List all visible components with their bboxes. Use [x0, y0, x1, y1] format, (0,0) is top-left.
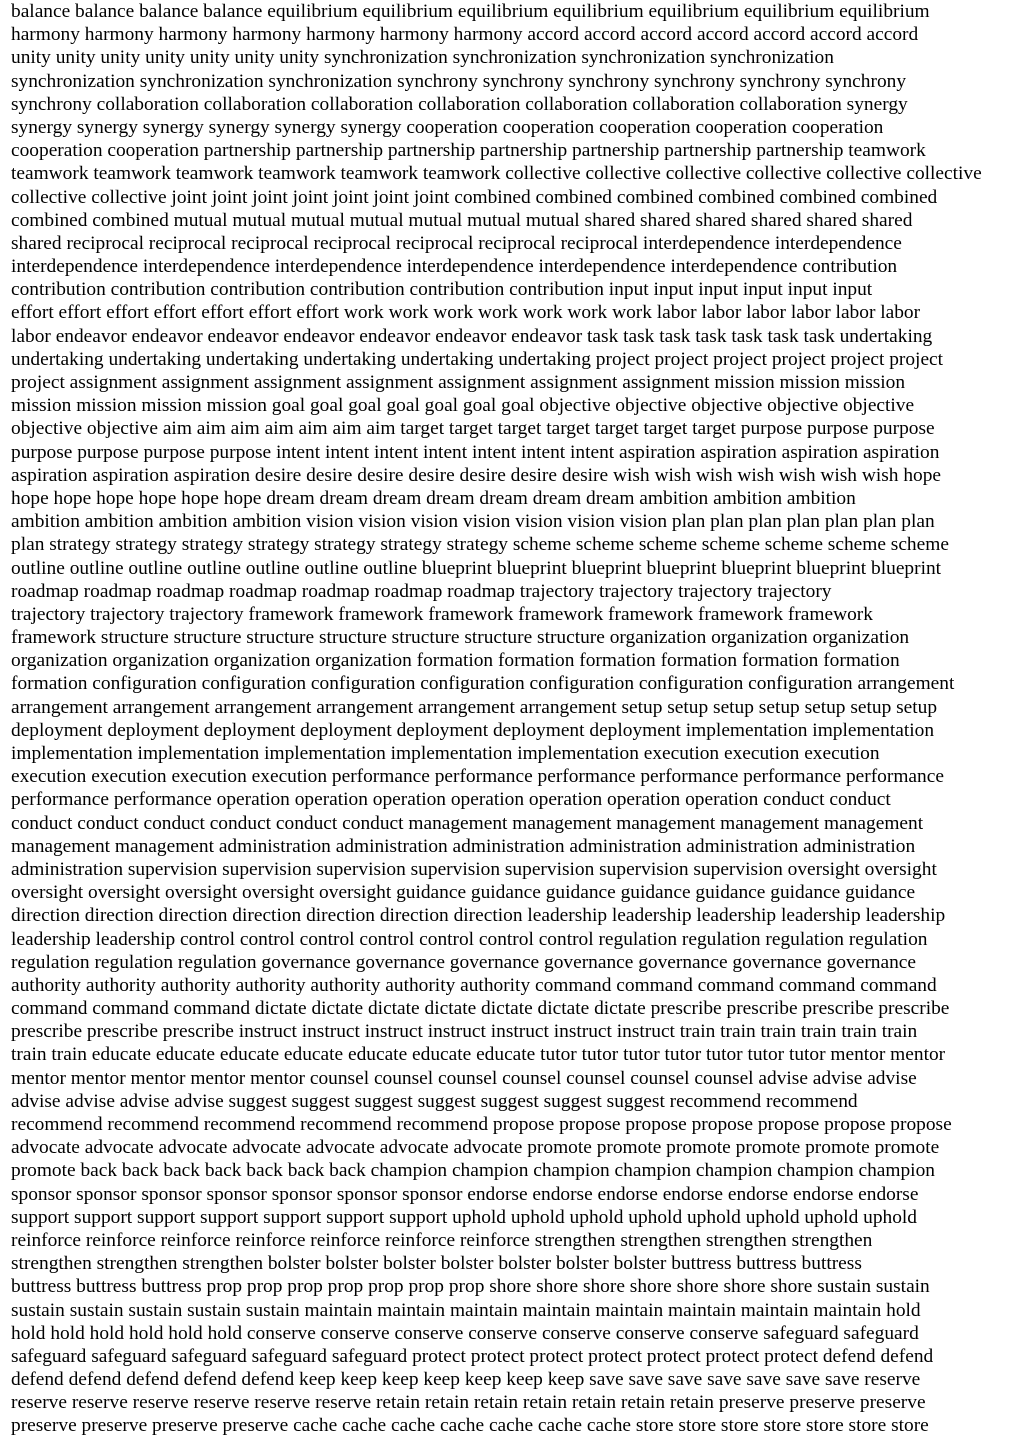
- text-line: prescribe prescribe prescribe instruct instruct instruct instruct instruct instruct instruct train train train train train train: [11, 1021, 918, 1043]
- text-line: strengthen strengthen strengthen bolster bolster bolster bolster bolster bolster bolster buttress buttress buttress: [11, 1253, 862, 1275]
- text-line: plan strategy strategy strategy strategy strategy strategy strategy scheme scheme scheme scheme scheme scheme scheme: [11, 534, 949, 556]
- text-line: buttress buttress buttress prop prop prop prop prop prop prop shore shore shore shore shore shore shore sustain sustain: [11, 1276, 930, 1298]
- text-line: synchronization synchronization synchronization synchrony synchrony synchrony synchrony synchrony synchrony: [11, 70, 907, 92]
- text-line: contribution contribution contribution contribution contribution contribution input input input input input input: [11, 279, 873, 301]
- text-line: undertaking undertaking undertaking undertaking undertaking undertaking project project project project project project: [11, 348, 944, 370]
- text-line: unity unity unity unity unity unity unity synchronization synchronization synchronization synchronization: [11, 47, 834, 69]
- text-line: train train educate educate educate educate educate educate educate tutor tutor tutor tutor tutor tutor tutor mentor mentor: [11, 1044, 946, 1066]
- text-line: framework structure structure structure structure structure structure structure organization organization organization: [11, 627, 910, 649]
- text-line: arrangement arrangement arrangement arrangement arrangement arrangement setup setup setup setup setup setup setup: [11, 696, 938, 718]
- text-line: hold hold hold hold hold hold conserve conserve conserve conserve conserve conserve conserve safeguard safeguard: [11, 1322, 919, 1344]
- text-line: preserve preserve preserve preserve cache cache cache cache cache cache cache store store store store store store store: [11, 1415, 929, 1437]
- text-line: project assignment assignment assignment assignment assignment assignment assignment mission mission mission: [11, 372, 906, 393]
- text-line: direction direction direction direction direction direction direction leadership leadership leadership leadership leadership: [11, 905, 946, 927]
- text-line: collective collective joint joint joint joint joint joint joint combined combined combined combined combined combined: [11, 186, 938, 208]
- text-line: synchrony collaboration collaboration collaboration collaboration collaboration collaboration collaboration synergy: [11, 93, 908, 115]
- text-line: shared reciprocal reciprocal reciprocal reciprocal reciprocal reciprocal reciprocal interdependence interdependence: [11, 232, 902, 254]
- text-line: ambition ambition ambition ambition vision vision vision vision vision vision vision plan plan plan plan plan plan plan: [11, 511, 935, 533]
- text-line: promote back back back back back back back champion champion champion champion champion champion champion: [11, 1160, 935, 1182]
- text-line: administration supervision supervision supervision supervision supervision supervision supervision oversight oversight: [11, 858, 937, 880]
- text-line: conduct conduct conduct conduct conduct conduct management management management management management: [11, 812, 924, 834]
- text-line: harmony harmony harmony harmony harmony harmony harmony accord accord accord accord accord accord accord: [11, 24, 919, 46]
- text-line: formation configuration configuration configuration configuration configuration configuration configuration arrangement: [11, 673, 955, 695]
- text-line: support support support support support support support uphold uphold uphold uphold uphold uphold uphold uphold: [11, 1206, 917, 1228]
- text-line: effort effort effort effort effort effort effort work work work work work work work labor labor labor labor labor labor: [11, 302, 921, 324]
- text-line: interdependence interdependence interdependence interdependence interdependence interdependence contribution: [11, 256, 898, 278]
- text-line: mission mission mission mission goal goal goal goal goal goal goal objective objective objective objective objective: [11, 395, 915, 417]
- text-line: purpose purpose purpose purpose intent intent intent intent intent intent intent aspiration aspiration aspiration aspiration: [11, 441, 940, 463]
- text-line: oversight oversight oversight oversight oversight guidance guidance guidance guidance guidance guidance guidance: [11, 882, 916, 904]
- text-line: outline outline outline outline outline outline outline blueprint blueprint blueprint blueprint blueprint blueprint blueprint: [11, 557, 942, 579]
- text-line: safeguard safeguard safeguard safeguard safeguard protect protect protect protect protect protect protect defend defend: [11, 1345, 934, 1367]
- text-line: command command command dictate dictate dictate dictate dictate dictate dictate prescribe prescribe prescribe prescribe: [11, 998, 950, 1020]
- text-line: sustain sustain sustain sustain sustain maintain maintain maintain maintain maintain maintain maintain maintain hold: [11, 1299, 921, 1321]
- body-text: [11, 0, 1014, 1438]
- text-line: labor endeavor endeavor endeavor endeavor endeavor endeavor endeavor task task task task task task task undertaking: [11, 325, 933, 347]
- text-line: advocate advocate advocate advocate advocate advocate advocate promote promote promote promote promote promote: [11, 1137, 940, 1159]
- text-line: recommend recommend recommend recommend recommend propose propose propose propose propose propose propose: [11, 1114, 952, 1135]
- text-line: synergy synergy synergy synergy synergy synergy cooperation cooperation cooperation cooperation cooperation: [11, 116, 884, 138]
- text-line: advise advise advise advise suggest suggest suggest suggest suggest suggest suggest recommend recommend: [11, 1090, 858, 1112]
- text-line: aspiration aspiration aspiration desire desire desire desire desire desire desire wish wish wish wish wish wish wish hope: [11, 464, 942, 486]
- text-line: implementation implementation implementation implementation implementation execution execution execution: [11, 743, 880, 764]
- text-line: mentor mentor mentor mentor mentor counsel counsel counsel counsel counsel counsel counsel advise advise advise: [11, 1067, 917, 1089]
- text-line: reinforce reinforce reinforce reinforce reinforce reinforce reinforce strengthen strengthen strengthen strengthen: [11, 1229, 873, 1251]
- text-line: trajectory trajectory trajectory framework framework framework framework framework framework framework: [11, 603, 873, 625]
- text-line: deployment deployment deployment deployment deployment deployment deployment implementation implementation: [11, 719, 935, 741]
- text-line: organization organization organization organization formation formation formation formation formation formation: [11, 650, 900, 672]
- text-line: performance performance operation operation operation operation operation operation operation conduct conduct: [11, 789, 891, 811]
- text-line: roadmap roadmap roadmap roadmap roadmap roadmap roadmap trajectory trajectory trajectory trajectory: [11, 580, 832, 602]
- text-line: management management administration administration administration administration administration administration: [11, 835, 916, 857]
- text-line: authority authority authority authority authority authority authority command command command command command: [11, 974, 937, 996]
- text-line: defend defend defend defend defend keep keep keep keep keep keep keep save save save save save save save reserve: [11, 1369, 921, 1391]
- text-line: balance balance balance balance equilibrium equilibrium equilibrium equilibrium equilibrium equilibrium equilibrium: [11, 1, 930, 22]
- text-line: teamwork teamwork teamwork teamwork teamwork teamwork collective collective collective collective collective collective: [11, 163, 982, 185]
- text-line: reserve reserve reserve reserve reserve reserve retain retain retain retain retain retain retain preserve preserve preserve: [11, 1392, 926, 1414]
- text-line: combined combined mutual mutual mutual mutual mutual mutual mutual shared shared shared shared shared shared: [11, 209, 913, 231]
- text-line: hope hope hope hope hope hope dream dream dream dream dream dream dream ambition ambition ambition: [11, 487, 856, 509]
- text-line: objective objective aim aim aim aim aim aim aim target target target target target target target purpose purpose purpose: [11, 418, 935, 440]
- text-line: regulation regulation regulation governance governance governance governance governance governance governance: [11, 951, 916, 973]
- text-line: sponsor sponsor sponsor sponsor sponsor sponsor sponsor endorse endorse endorse endorse endorse endorse endorse: [11, 1183, 919, 1205]
- text-line: leadership leadership control control control control control control control regulation regulation regulation regulation: [11, 928, 928, 950]
- text-line: cooperation cooperation partnership partnership partnership partnership partnership partnership partnership teamwork: [11, 140, 926, 162]
- text-line: execution execution execution execution performance performance performance performance performance performance: [11, 766, 944, 788]
